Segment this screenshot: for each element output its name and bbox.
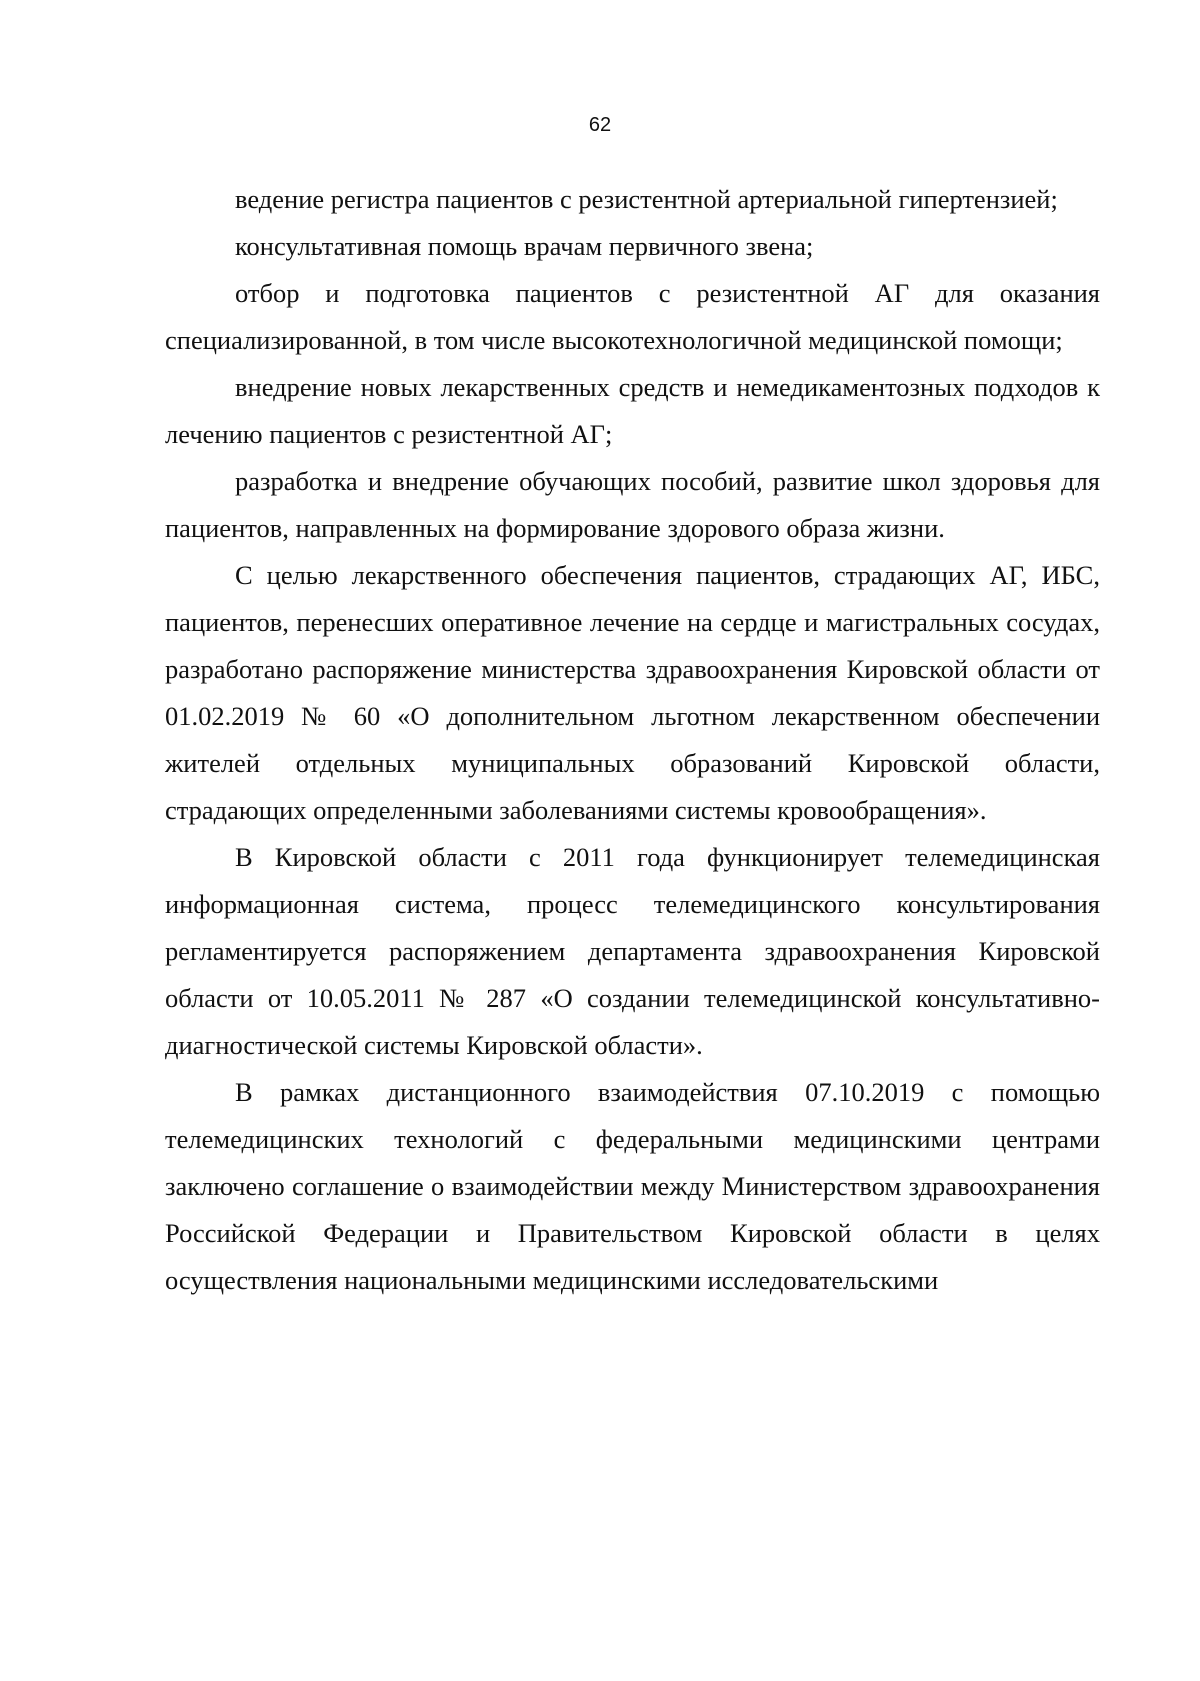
paragraph-drug-provision: С целью лекарственного обеспечения пациентов, страдающих АГ, ИБС, пациентов, перенесших оперативное лечение на сердце и магистральных сосудах, разработано распоряжение министерства здравоохранения Кировской области от 01.02.2019 № 60 «О дополнительном льготном лекарственном обеспечении жителей отдельных муниципальных образований Кировской области, страдающих определенными заболеваниями системы кровообращения». xyxy=(165,560,1100,825)
paragraph-telemedicine-system: В Кировской области с 2011 года функционирует телемедицинская информационная система, процесс телемедицинского консультирования регламентируется распоряжением департамента здравоохранения Кировской области от 10.05.2011 № 287 «О создании телемедицинской консультативно-диагностической системы Кировской области». xyxy=(165,842,1100,1060)
paragraph-remote-interaction: В рамках дистанционного взаимодействия 07.10.2019 с помощью телемедицинских технологий с федеральными медицинскими центрами заключено соглашение о взаимодействии между Министерством здравоохранения Российской Федерации и Правительством Кировской области в целях осуществления национальными медицинскими исследовательскими xyxy=(165,1077,1100,1295)
paragraph-consultative-help: консультативная помощь врачам первичного звена; xyxy=(235,231,814,261)
paragraph-patient-registry: ведение регистра пациентов с резистентной артериальной гипертензией; xyxy=(235,184,1058,214)
paragraph-new-drugs: внедрение новых лекарственных средств и немедикаментозных подходов к лечению пациентов с резистентной АГ; xyxy=(165,372,1100,449)
page-number: 62 xyxy=(588,114,612,136)
document-body xyxy=(165,176,1100,1304)
paragraph-health-schools: разработка и внедрение обучающих пособий, развитие школ здоровья для пациентов, направленных на формирование здорового образа жизни. xyxy=(165,466,1100,543)
paragraph-patient-selection: отбор и подготовка пациентов с резистентной АГ для оказания специализированной, в том числе высокотехнологичной медицинской помощи; xyxy=(165,278,1100,355)
